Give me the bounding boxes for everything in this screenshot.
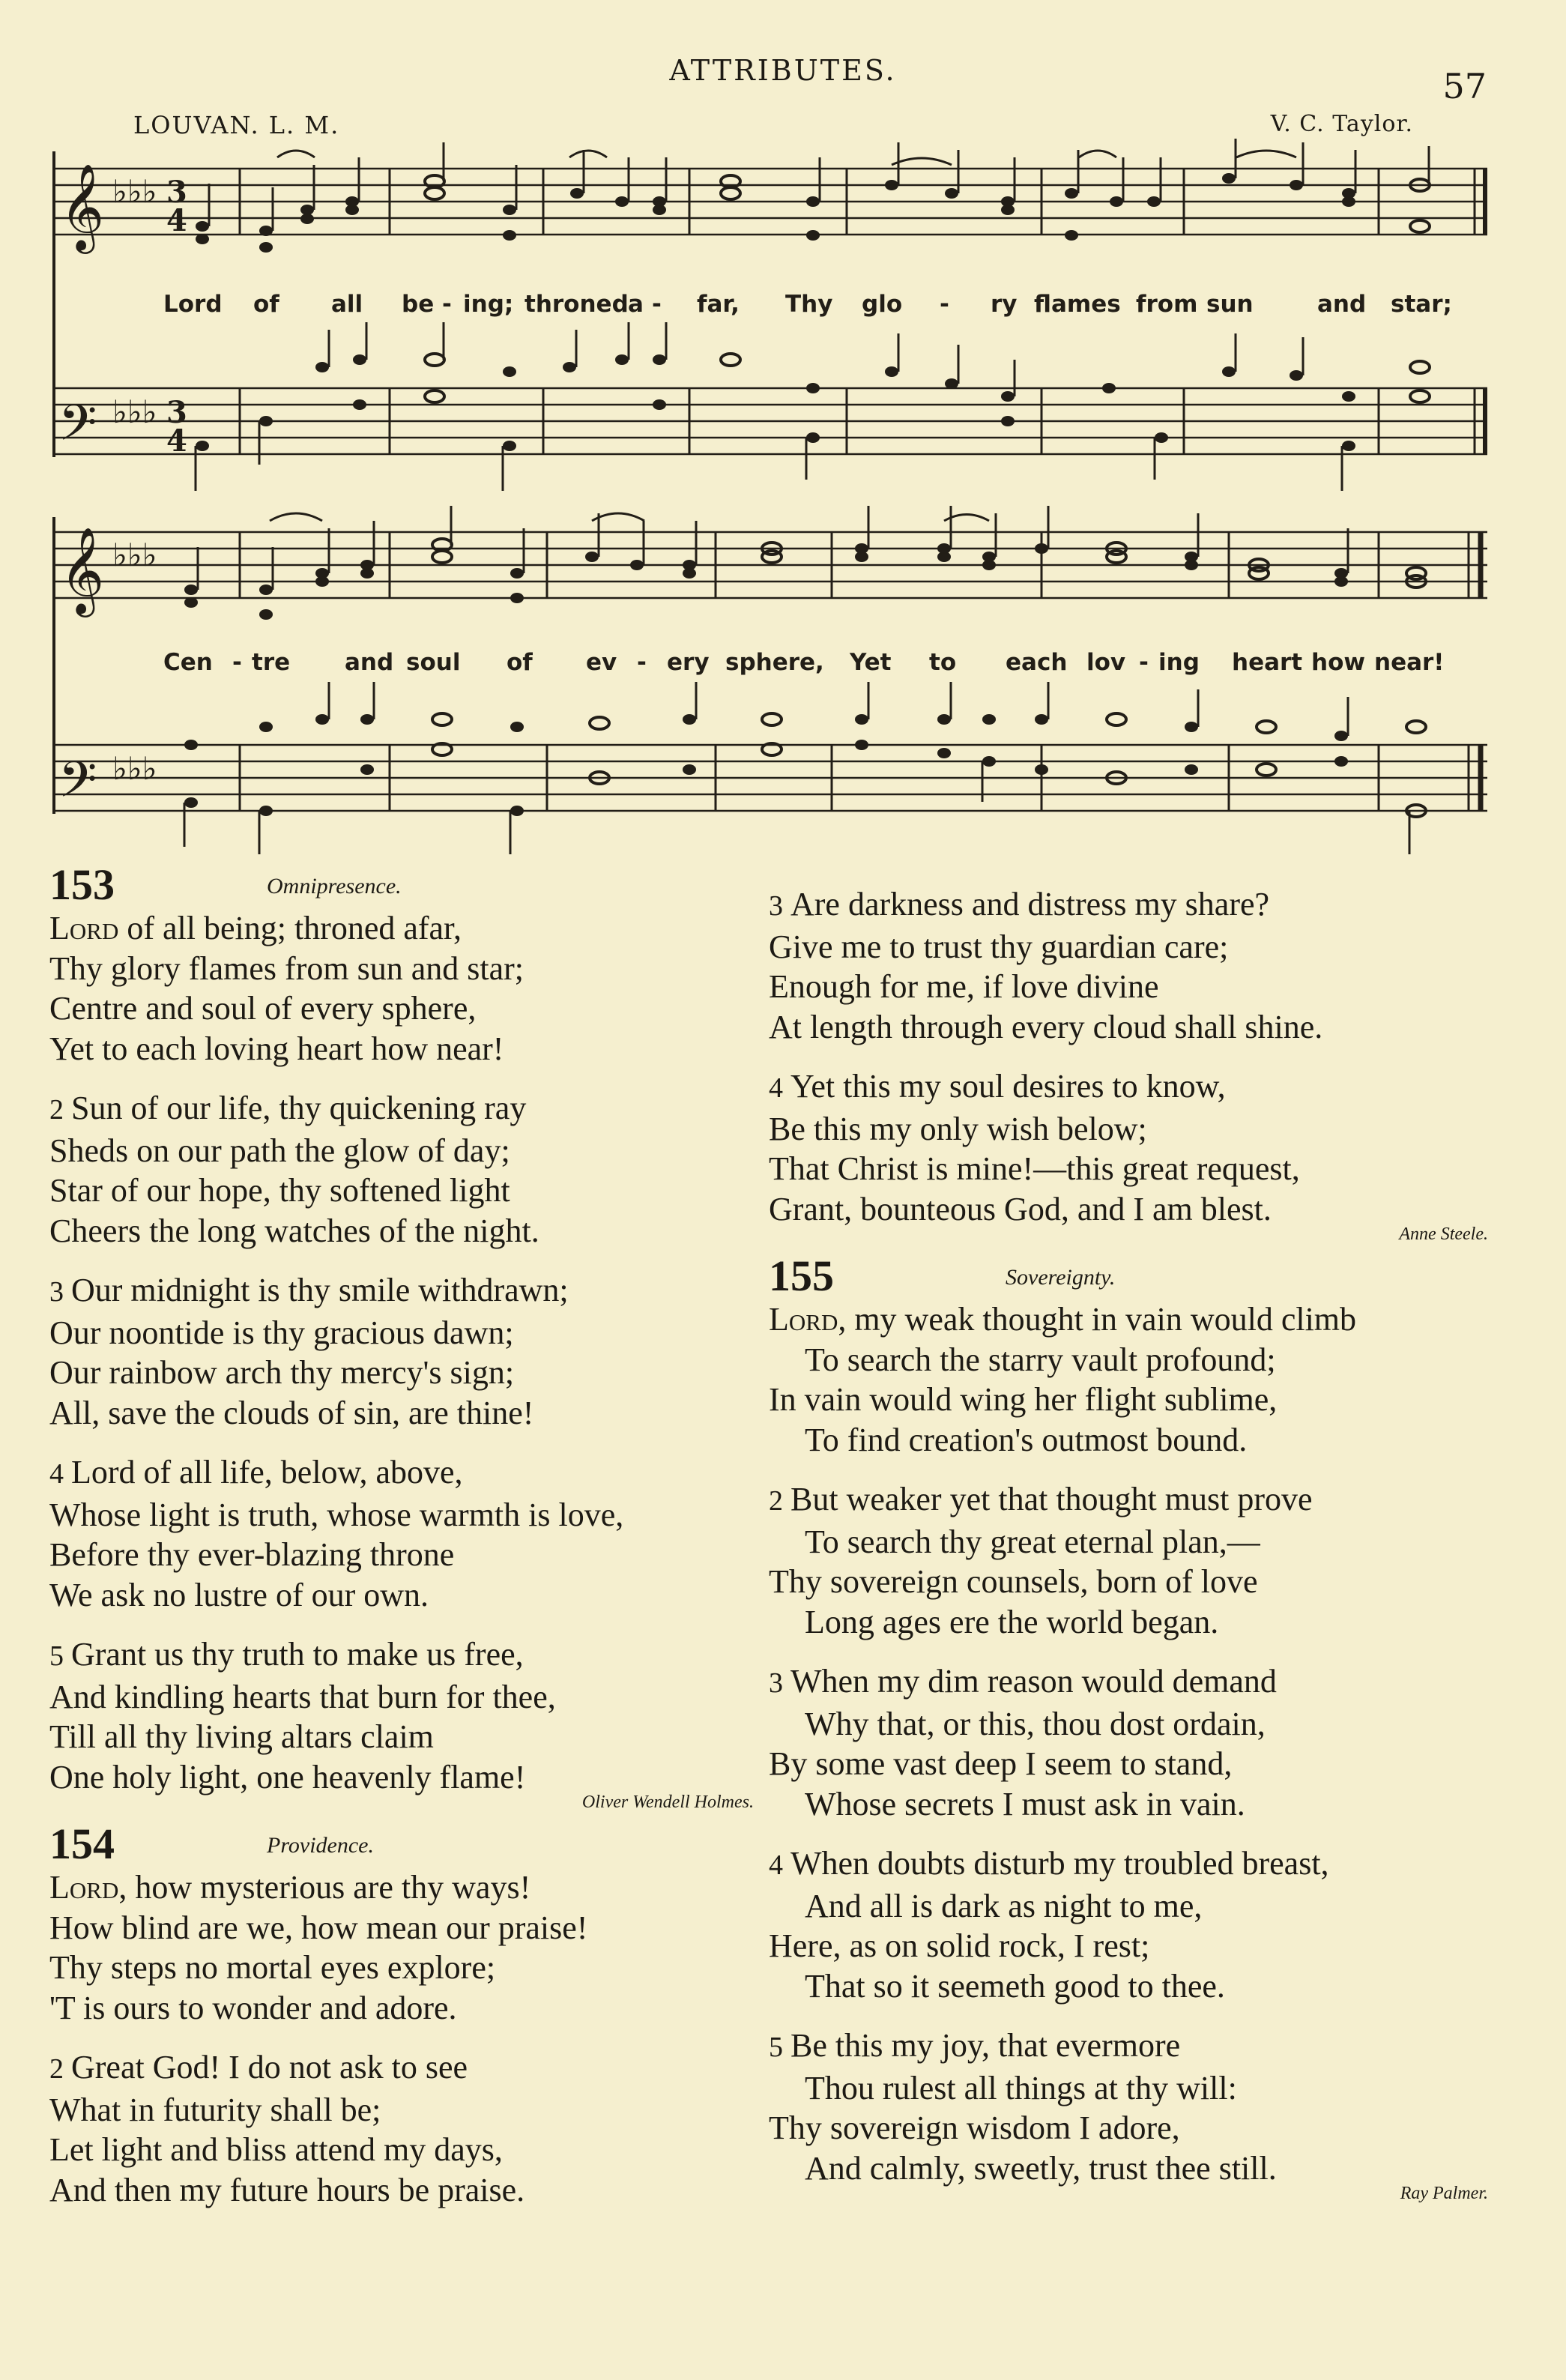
hymn-154-stanza-2: 2 Great God! I do not ask to see What in futurity shall be; Let light and bliss attend my days, And then my future hours be praise. — [49, 2049, 525, 2208]
svg-text:3: 3 — [166, 395, 187, 430]
hymn-number: 153 — [49, 860, 115, 909]
slurs-1 — [277, 151, 1296, 165]
music-system-2 — [0, 502, 1566, 862]
hymn-title: Sovereignty. — [1006, 1265, 1116, 1290]
treble-clef-icon: 𝄞 — [60, 526, 105, 614]
hymn-155-stanza-1: Lord, my weak thought in vain would climb To search the starry vault profound; In vain would wing her flight sublime, To find creation's outmost bound. — [769, 1301, 1357, 1458]
notes-bass-2 — [184, 713, 1426, 817]
time-signature: 3 — [166, 175, 187, 210]
composer: V. C. Taylor. — [1270, 111, 1413, 137]
treble-staff-1 — [54, 169, 1487, 235]
hymn-155-author: Ray Palmer. — [1400, 2184, 1488, 2203]
hymn-153-stanza-5: 5 Grant us thy truth to make us free, And kindling hearts that burn for thee, Till all thy living altars claim One holy light, one heavenly flame! — [49, 1636, 556, 1795]
flat-icon: ♭♭♭ — [112, 393, 157, 430]
hymn-155-stanza-2: 2 But weaker yet that thought must prove To search thy great eternal plan,— Thy sovereign counsels, born of love Long ages ere the world began. — [769, 1481, 1313, 1640]
treble-clef-icon: 𝄞 — [60, 163, 105, 250]
hymn-153-stanza-4: 4 Lord of all life, below, above, Whose light is truth, whose warmth is love, Before thy ever-blazing throne We ask no lustre of our own. — [49, 1454, 624, 1613]
hymn-153-stanza-3: 3 Our midnight is thy smile withdrawn; Our noontide is thy gracious dawn; Our rainbow arch thy mercy's sign; All, save the clouds of sin, are thine! — [49, 1272, 569, 1431]
hymn-155-stanza-4: 4 When doubts disturb my troubled breast, And all is dark as night to me, Here, as on solid rock, I rest; That so it seemeth good to thee. — [769, 1845, 1329, 2005]
hymn-153-stanza-1: Lord of all being; throned afar, Thy glory flames from sun and star; Centre and soul of every sphere, Yet to each loving heart how near! — [49, 910, 524, 1067]
bass-clef-icon: 𝄢 — [58, 394, 97, 464]
flat-icon: ♭♭♭ — [112, 537, 157, 573]
tune-name: LOUVAN. L. M. — [133, 111, 340, 139]
left-column — [49, 862, 754, 2229]
hymn-154-heading — [49, 1821, 754, 1867]
hymn-number: 154 — [49, 1819, 115, 1868]
hymn-154-author: Anne Steele. — [1399, 1224, 1488, 1244]
running-head: ATTRIBUTES. — [669, 54, 897, 87]
hymn-154-stanza-3: 3 Are darkness and distress my share? Give me to trust thy guardian care; Enough for me, if love divine At length through every cloud shall shine. — [769, 886, 1323, 1045]
notes-treble-2 — [184, 539, 1426, 620]
bass-clef-icon: 𝄢 — [58, 751, 97, 821]
hymn-155-stanza-5: 5 Be this my joy, that evermore Thou rulest all things at thy will: Thy sovereign wisdom I adore, And calmly, sweetly, trust thee still. — [769, 2027, 1277, 2187]
flat-icon: ♭♭♭ — [112, 750, 157, 787]
hymn-155-heading — [769, 1253, 1541, 1299]
hymn-155-stanza-3: 3 When my dim reason would demand Why that, or this, thou dost ordain, By some vast deep I seem to stand, Whose secrets I must ask in vain. — [769, 1663, 1277, 1822]
right-column — [769, 884, 1541, 2212]
hymnal-page: ATTRIBUTES. 57 LOUVAN. L. M. V. C. Taylor. 𝄞 ♭♭♭ 3 4 𝄢 ♭♭♭ 3 4 Lord of all be - ing; throned a - far, Thy glo - ry flames from sun and star; 𝄞 ♭♭♭ 𝄢 ♭♭♭ Cen - tre and soul of ev - ery sphere, Yet to each lov - ing heart how near! 153 Omnipresence. Lord of all being; throned afar, Thy glory flames from sun and star; Centre and soul of every sphere, Yet to each loving heart how near! 2 Sun of our life, thy quickening ray Sheds on our path the glow of day; Star of our hope, thy softened light Cheers the long watches of the night. 3 Our midnight is thy smile withdrawn; Our noontide is thy gracious dawn; Our rainbow arch thy mercy's sign; All, save the clouds of sin, are thine! 4 Lord of all life, below, above, Whose light is truth, whose warmth is love, Before thy ever-blazing throne We ask no lustre of our own. 5 Grant us thy truth to make us free, And kindling hearts that burn for thee, Till all thy living altars claim One holy light, one heavenly flame! Oliver Wendell Holmes. 154 Providence. Lord, how mysterious are thy ways! How blind are we, how mean our praise! Thy steps no mortal eyes explore; 'T is ours to wonder and adore. 2 Great God! I do not ask to see What in futurity shall be; Let light and bliss attend my days, And then my future hours be praise. 3 Are darkness and distress my share? Give me to trust thy guardian care; Enough for me, if love divine At length through every cloud shall shine. 4 Yet this my soul desires to know, Be this my only wish below; That Christ is mine!—this great request, Grant, bounteous God, and I am blest. Anne Steele. 155 Sovereignty. Lord, my weak thought in vain would climb To search the starry vault profound; In vain would wing her flight sublime, To find creation's outmost bound. 2 But weaker yet that thought must prove To search thy great eternal plan,— Thy sovereign counsels, born of love Long ages ere the world began. 3 When my dim reason would demand Why that, or this, thou dost ordain, By some vast deep I seem to stand, Whose secrets I must ask in vain. 4 When doubts disturb my troubled breast, And all is dark as night to me, Here, as on solid rock, I rest; That so it seemeth good to thee. 5 Be this my joy, that evermore Thou rulest all things at thy will: Thy sovereign wisdom I adore, And calmly, sweetly, trust thee still. Ray Palmer. — [0, 0, 1566, 2380]
hymn-title: Providence. — [267, 1833, 374, 1858]
hymn-153-author: Oliver Wendell Holmes. — [581, 1792, 754, 1812]
hymn-title: Omnipresence. — [267, 874, 402, 898]
svg-text:4: 4 — [166, 203, 187, 238]
page-number: 57 — [1442, 66, 1487, 106]
slurs-2 — [270, 513, 989, 521]
flat-icon: ♭♭♭ — [112, 173, 157, 210]
svg-text:4: 4 — [166, 423, 187, 459]
hymn-154-stanza-1: Lord, how mysterious are thy ways! How blind are we, how mean our praise! Thy steps no mortal eyes explore; 'T is ours to wonder and adore. — [49, 1869, 588, 2026]
music-system-1 — [0, 135, 1566, 525]
stems-bass-1 — [196, 322, 1342, 491]
notes-bass-1 — [196, 354, 1430, 451]
hymn-153-stanza-2: 2 Sun of our life, thy quickening ray Sheds on our path the glow of day; Star of our hope, thy softened light Cheers the long watches of the night. — [49, 1090, 539, 1249]
hymn-number: 155 — [769, 1251, 834, 1300]
hymn-154-stanza-4: 4 Yet this my soul desires to know, Be this my only wish below; That Christ is mine!—this great request, Grant, bounteous God, and I am blest. — [769, 1068, 1300, 1227]
hymn-153-heading — [49, 862, 754, 908]
